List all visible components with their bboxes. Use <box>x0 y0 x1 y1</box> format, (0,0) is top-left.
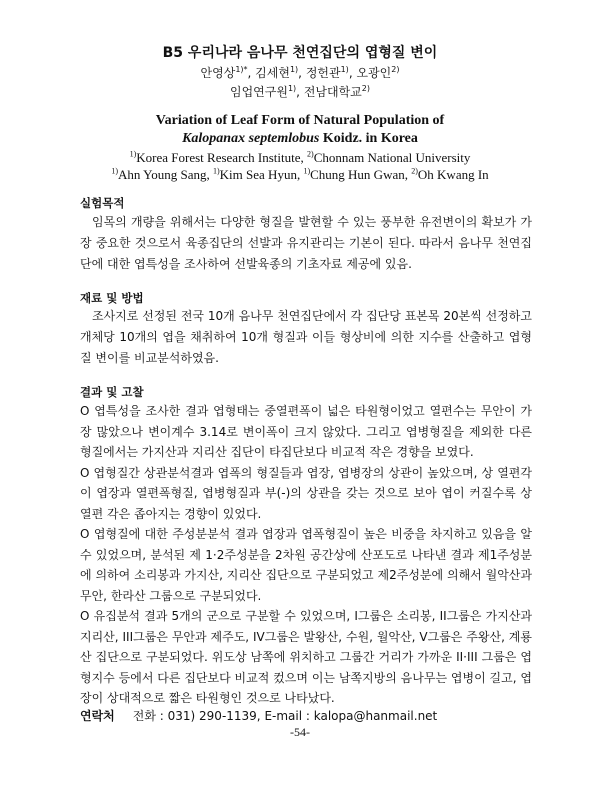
author-name: Chung Hun Gwan, <box>310 167 412 182</box>
contact-label: 연락처 <box>80 709 115 723</box>
section-heading-results: 결과 및 고찰 <box>80 385 144 399</box>
affiliation-name: 전남대학교 <box>303 85 362 99</box>
title-english-line1: Variation of Leaf Form of Natural Population of <box>155 113 445 128</box>
paragraph: O 유집분석 결과 5개의 군으로 구분할 수 있었으며, I그룹은 소리봉, II그룹은 가지산과 지리산, III그룹은 무안과 제주도, IV그룹은 발왕산, 수원, 월악산, V그룹은 주왕산, 계룡산 집단으로 구분되었다. 위도상 남쪽에 위치하고 그룹간 거리가 가까운 II·III 그룹은 엽형지수 등에서 다른 집단보다 비교적 컸으며 이는 남쪽지방의 음나무는 엽병이 길고, 엽장이 상대적으로 짧은 타원형인 것으로 나타났다. <box>80 609 532 705</box>
page-number: -54- <box>290 725 310 739</box>
affiliations-english <box>0 150 600 166</box>
author-name: 오광인 <box>356 66 392 80</box>
authors-korean: 안영상$^{1)*}$, 김세현$^{1)}$, 정헌관$^{1)}$, 오광인$^{2)}$ <box>200 65 400 80</box>
author-mark: 2) <box>391 65 400 74</box>
section-body-methods <box>80 306 532 369</box>
author-mark: 1)* <box>235 65 248 74</box>
author-mark: 1) <box>213 166 220 176</box>
author-mark: 1) <box>340 65 349 74</box>
authors-english <box>0 167 600 183</box>
section-heading-methods: 재료 및 방법 <box>80 291 144 305</box>
affiliation-mark: 2) <box>307 149 314 159</box>
contact-line <box>80 707 437 724</box>
author-name: Ahn Young Sang, <box>118 167 213 182</box>
affiliation-mark: 1) <box>287 84 297 93</box>
author-name: 안영상 <box>200 66 236 80</box>
author-mark: 2) <box>411 166 418 176</box>
section-body-purpose <box>80 212 532 275</box>
author-name: Oh Kwang In <box>417 167 489 182</box>
affiliations-korean: 임업연구원$^{1)}$, 전남대학교$^{2)}$ <box>229 84 370 99</box>
author-mark: 1) <box>303 166 311 176</box>
affiliation-name: Korea Forest Research Institute, <box>136 150 308 165</box>
title-english-line2 <box>0 131 600 147</box>
paragraph: 조사지로 선정된 전국 10개 음나무 천연집단에서 각 집단당 표본목 20본씩 선정하고 개체당 10개의 엽을 채취하여 10개 형질과 이들 형상비에 의한 지수를 산출하고 엽형질 변이를 비교분석하였음. <box>80 309 532 365</box>
scientific-name: Kalopanax septemlobus <box>182 131 320 146</box>
affiliation-name: Chonnam National University <box>313 150 471 165</box>
paragraph: O 엽특성을 조사한 결과 엽형태는 중열편폭이 넓은 타원형이었고 열편수는 무안이 가장 많았으나 변이계수 3.14로 변이폭이 크지 않았다. 그리고 엽병형질을 제외한 다른 형질에서는 가지산과 지리산 집단이 타집단보다 비교적 작은 경향을 보였다. <box>80 404 532 459</box>
affiliation-mark: 2) <box>361 84 370 93</box>
author-name: Kim Sea Hyun, <box>219 167 304 182</box>
author-mark: 1) <box>111 166 118 176</box>
title-english-rest: Koidz. in Korea <box>319 131 418 146</box>
paragraph: 임목의 개량을 위해서는 다양한 형질을 발현할 수 있는 풍부한 유전변이의 확보가 가장 중요한 것으로서 육종집단의 선발과 유지관리는 기본이 된다. 따라서 음나무 천연집단에 대한 엽특성을 조사하여 선발육종의 기초자료 제공에 있음. <box>80 215 532 271</box>
section-body-results <box>80 401 532 709</box>
author-name: 정헌관 <box>305 66 341 80</box>
paragraph: O 엽형질간 상관분석결과 엽폭의 형질들과 엽장, 엽병장의 상관이 높았으며, 상 열편각이 엽장과 열편폭형질, 엽병형질과 부(-)의 상관을 갖는 것으로 보아 엽이 커질수록 상열편 각은 좁아지는 경향이 있었다. <box>80 465 532 521</box>
author-mark: 1) <box>289 65 299 74</box>
section-heading-purpose: 실험목적 <box>80 196 125 210</box>
paragraph: O 엽형질에 대한 주성분분석 결과 엽장과 엽폭형질이 높은 비중을 차지하고 있음을 알 수 있었으며, 분석된 제 1·2주성분을 2차원 공간상에 산포도로 나타낸 결과 제1주성분에 의하여 소리봉과 가지산, 지리산 집단으로 구분되었고 제2주성분에 의해서 월악산과 무안, 한라산 그룹으로 구분되었다. <box>80 527 532 603</box>
affiliation-name: 임업연구원 <box>229 85 288 99</box>
affiliation-mark: 1) <box>129 149 137 159</box>
contact-details: 전화 : 031) 290-1139, E-mail : kalopa@hanmail.net <box>132 709 438 723</box>
author-name: 김세현 <box>255 66 290 80</box>
title-korean: B5 우리나라 음나무 천연집단의 엽형질 변이 <box>162 45 438 61</box>
